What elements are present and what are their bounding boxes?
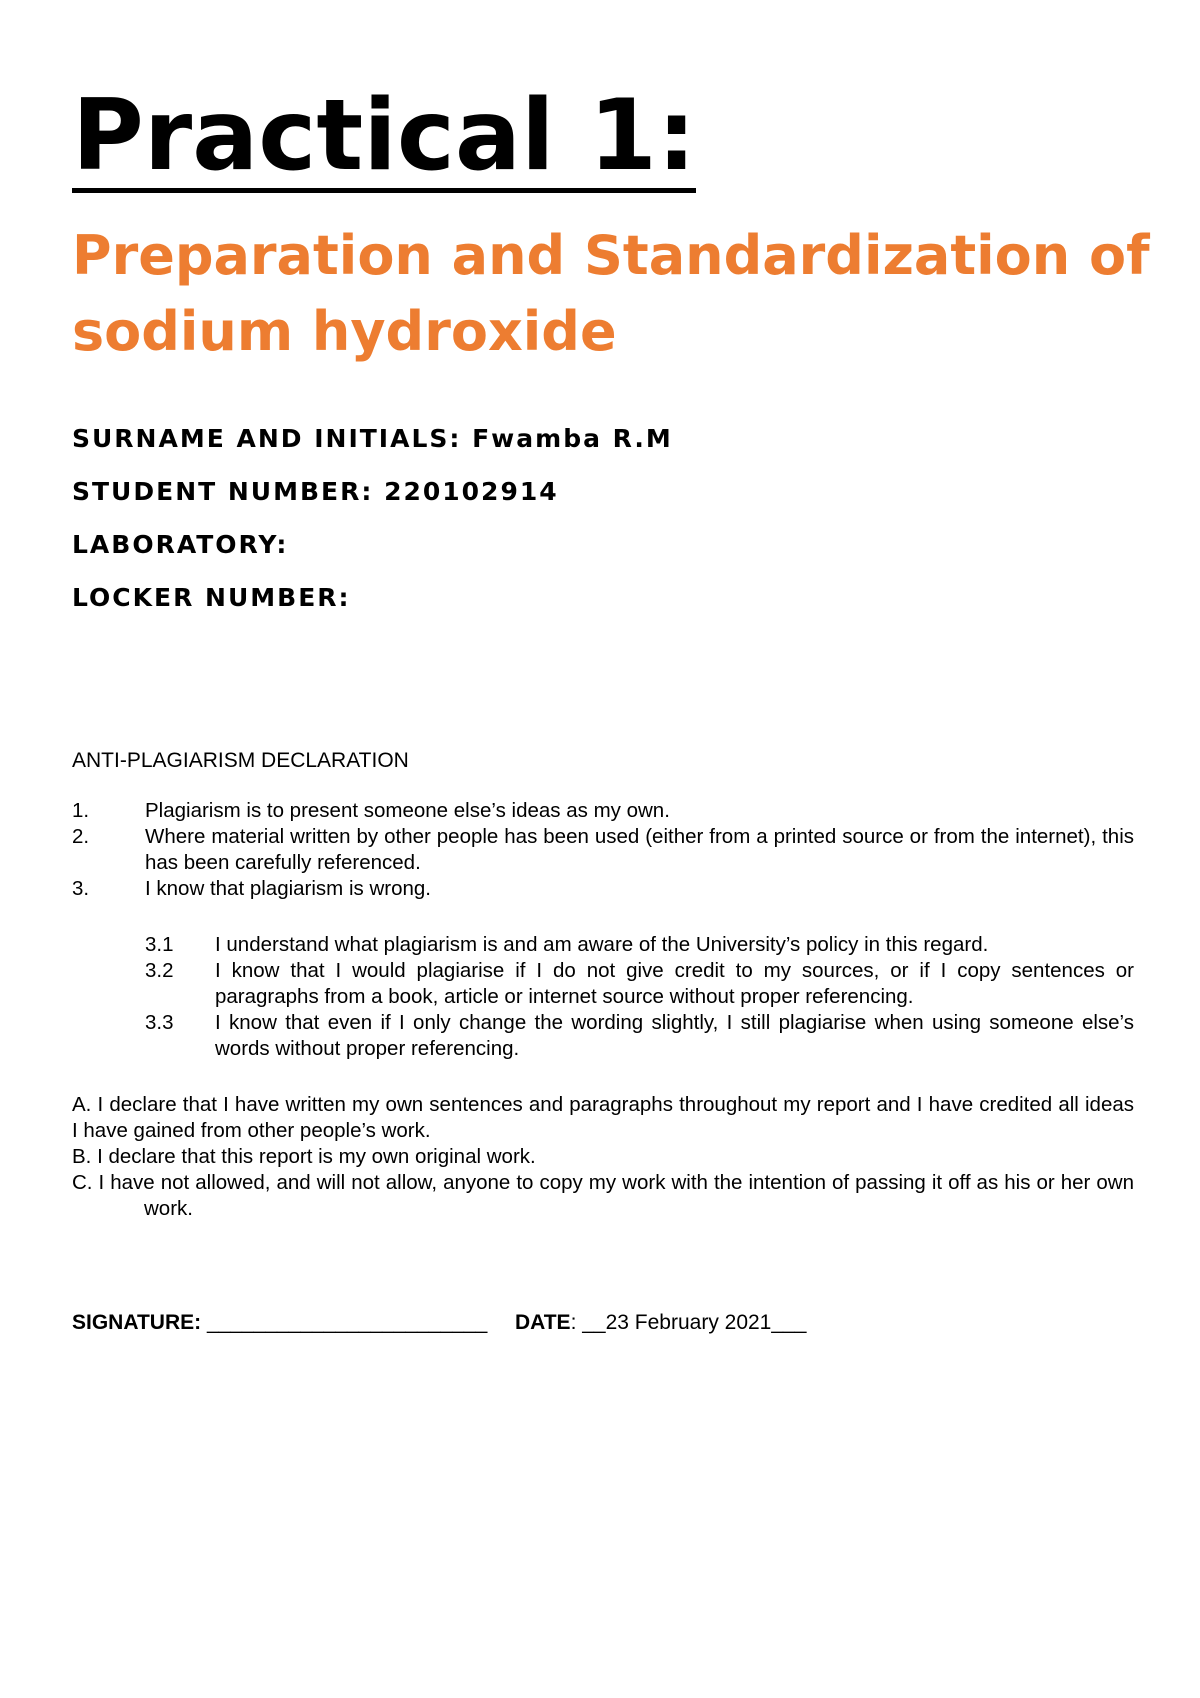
list-item (72, 932, 1134, 958)
anti-plagiarism-declaration (72, 748, 1134, 1222)
signature-line: ________________________ (206, 1311, 488, 1334)
declaration-statements (72, 1092, 1134, 1222)
list-number: 3.1 (145, 933, 174, 956)
signature-row (72, 1310, 806, 1336)
field-value: 220102914 (384, 477, 559, 506)
page-subtitle: Preparation and Standardization of sodium hydroxide (72, 224, 1150, 363)
list-number: 2. (72, 825, 90, 848)
statement-c: C. I have not allowed, and will not allow, anyone to copy my work with the intention of passing it off as his or her own work. (72, 1171, 1134, 1220)
date-value: : __23 February 2021___ (570, 1311, 807, 1334)
list-item (72, 824, 1134, 876)
list-number: 3. (72, 877, 90, 900)
date-label: DATE (514, 1311, 571, 1334)
field-laboratory (72, 530, 673, 583)
field-value: Fwamba R.M (472, 424, 673, 453)
list-item (72, 958, 1134, 1010)
page-title: Practical 1: (72, 79, 697, 193)
field-label: LOCKER NUMBER: (72, 583, 351, 612)
list-text: I understand what plagiarism is and am aware of the University’s policy in this regard. (215, 933, 989, 956)
statement-b: B. I declare that this report is my own original work. (72, 1145, 536, 1168)
field-surname (72, 424, 673, 477)
declaration-sublist (72, 932, 1134, 1062)
list-number: 3.2 (145, 959, 174, 982)
list-text: Plagiarism is to present someone else’s ideas as my own. (145, 799, 670, 822)
list-number: 1. (72, 799, 90, 822)
list-text: I know that plagiarism is wrong. (145, 877, 431, 900)
list-item (72, 798, 1134, 824)
signature-label: SIGNATURE: (72, 1311, 202, 1334)
field-locker-number (72, 583, 673, 636)
student-details (72, 424, 673, 636)
list-item (72, 1010, 1134, 1062)
field-label: SURNAME AND INITIALS: (72, 424, 462, 453)
field-student-number (72, 477, 673, 530)
list-text: I know that I would plagiarise if I do not give credit to my sources, or if I copy sentences or paragraphs from a book, article or internet source without proper referencing. (215, 959, 1134, 1008)
field-label: STUDENT NUMBER: (72, 477, 374, 506)
statement-a: A. I declare that I have written my own sentences and paragraphs throughout my report and I have credited all ideas I have gained from other people’s work. (72, 1093, 1134, 1142)
list-number: 3.3 (145, 1011, 174, 1034)
list-item (72, 876, 1134, 902)
list-text: Where material written by other people has been used (either from a printed source or from the internet), this has been carefully referenced. (145, 825, 1134, 874)
declaration-list (72, 798, 1134, 902)
list-text: I know that even if I only change the wording slightly, I still plagiarise when using someone else’s words without proper referencing. (215, 1011, 1134, 1060)
field-label: LABORATORY: (72, 530, 289, 559)
declaration-heading: ANTI-PLAGIARISM DECLARATION (72, 749, 409, 772)
